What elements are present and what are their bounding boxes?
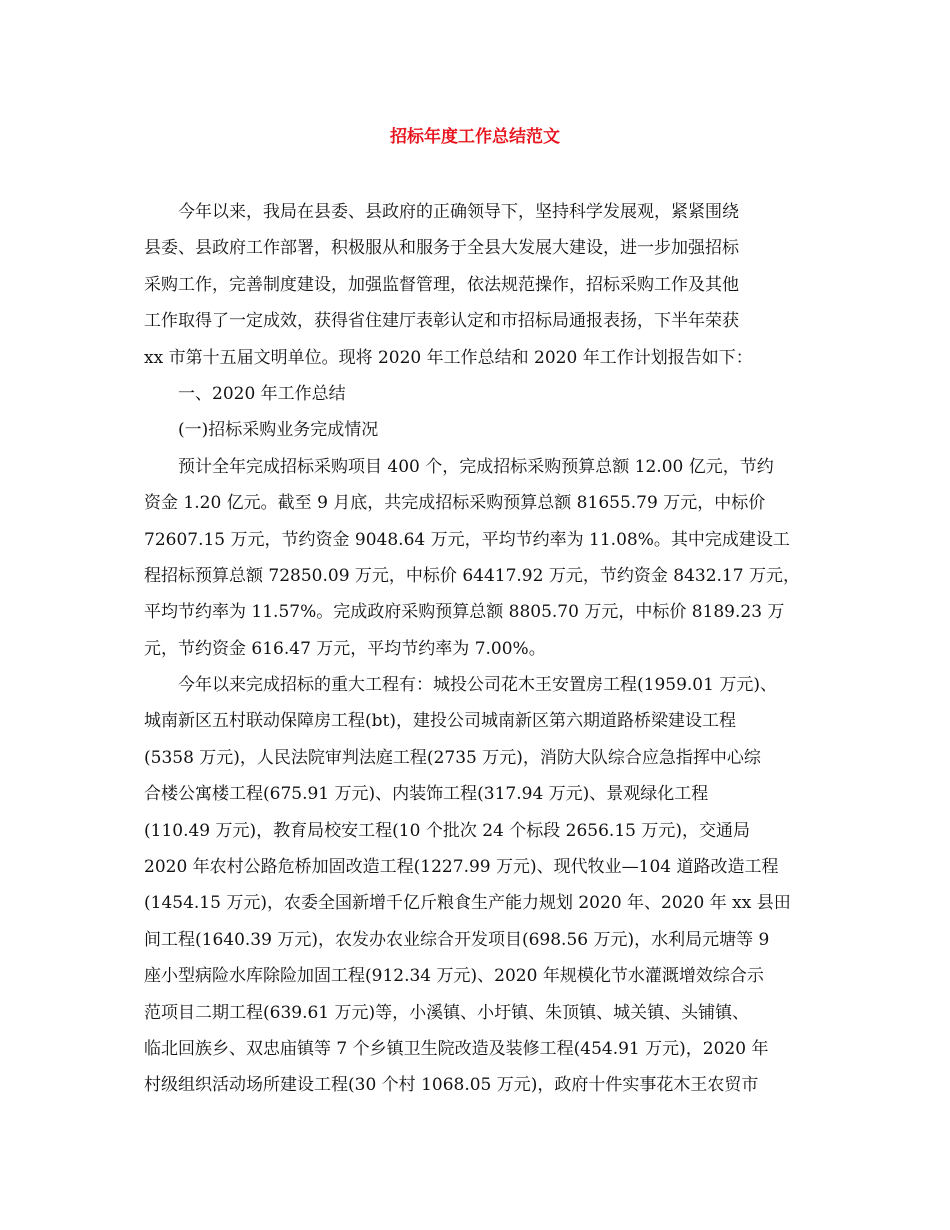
- body-line: 今年以来完成招标的重大工程有：城投公司花木王安置房工程(1959.01 万元)、: [178, 675, 777, 696]
- document-title: 招标年度工作总结范文: [390, 127, 560, 147]
- body-line: 县委、县政府工作部署，积极服从和服务于全县大发展大建设，进一步加强招标: [144, 238, 739, 259]
- body-line: (一)招标采购业务完成情况: [178, 420, 379, 441]
- body-line: 间工程(1640.39 万元)，农发办农业综合开发项目(698.56 万元)，水利局元塘等 9: [144, 929, 770, 950]
- body-line: 一、2020 年工作总结: [178, 383, 346, 404]
- body-line: (1454.15 万元)，农委全国新增千亿斤粮食生产能力规划 2020 年、2020 年 xx 县田: [144, 893, 791, 914]
- body-line: 合楼公寓楼工程(675.91 万元)、内装饰工程(317.94 万元)、景观绿化工程: [144, 784, 709, 805]
- body-line: 临北回族乡、双忠庙镇等 7 个乡镇卫生院改造及装修工程(454.91 万元)，2020 年: [144, 1038, 769, 1059]
- body-line: 座小型病险水库除险加固工程(912.34 万元)、2020 年规模化节水灌溉增效综合示: [144, 966, 764, 987]
- body-line: 村级组织活动场所建设工程(30 个村 1068.05 万元)，政府十件实事花木王农贸市: [144, 1075, 759, 1096]
- body-line: 城南新区五村联动保障房工程(bt)，建投公司城南新区第六期道路桥梁建设工程: [144, 711, 736, 732]
- body-line: 元，节约资金 616.47 万元，平均节约率为 7.00%。: [144, 638, 546, 659]
- body-line: 平均节约率为 11.57%。完成政府采购预算总额 8805.70 万元，中标价 8189.23 万: [144, 602, 785, 623]
- body-line: 工作取得了一定成效，获得省住建厅表彰认定和市招标局通报表扬，下半年荣获: [144, 311, 739, 332]
- body-line: 资金 1.20 亿元。截至 9 月底，共完成招标采购预算总额 81655.79 万元，中标价: [144, 493, 766, 514]
- body-line: 今年以来，我局在县委、县政府的正确领导下，坚持科学发展观，紧紧围绕: [178, 202, 739, 222]
- body-line: 预计全年完成招标采购项目 400 个，完成招标采购预算总额 12.00 亿元，节约: [178, 456, 774, 477]
- body-line: (110.49 万元)，教育局校安工程(10 个批次 24 个标段 2656.15 万元)，交通局: [144, 820, 750, 841]
- body-line: (5358 万元)，人民法院审判法庭工程(2735 万元)，消防大队综合应急指挥中心综: [144, 747, 761, 768]
- body-line: xx 市第十五届文明单位。现将 2020 年工作总结和 2020 年工作计划报告如下：: [144, 347, 753, 368]
- body-line: 采购工作，完善制度建设，加强监督管理，依法规范操作，招标采购工作及其他: [144, 274, 739, 295]
- body-line: 范项目二期工程(639.61 万元)等，小溪镇、小圩镇、朱顶镇、城关镇、头铺镇、: [144, 1002, 750, 1023]
- body-line: 2020 年农村公路危桥加固改造工程(1227.99 万元)、现代牧业—104 道路改造工程: [144, 857, 779, 878]
- body-line: 72607.15 万元，节约资金 9048.64 万元，平均节约率为 11.08%。其中完成建设工: [144, 529, 790, 550]
- document-body: [144, 194, 824, 1104]
- body-line: 程招标预算总额 72850.09 万元，中标价 64417.92 万元，节约资金 8432.17 万元，: [144, 565, 800, 586]
